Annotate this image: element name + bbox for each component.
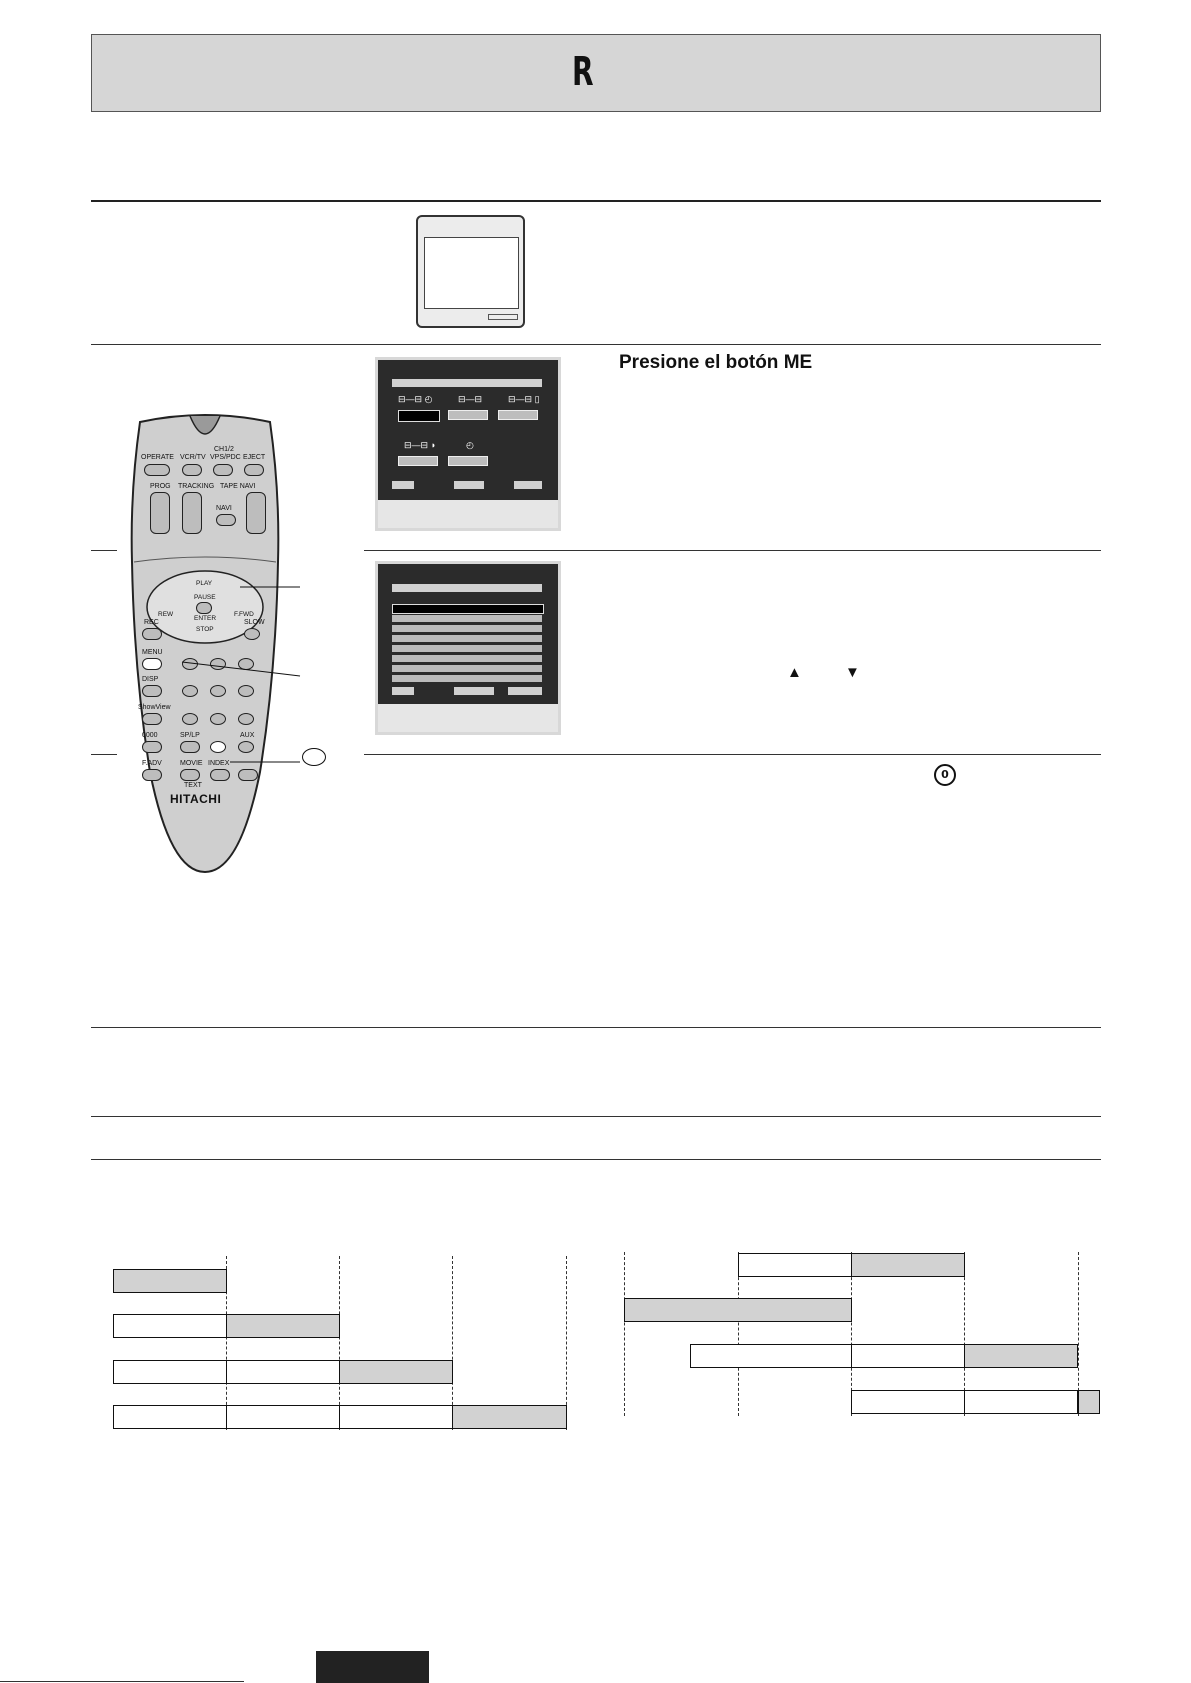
navi-label: NAVI <box>216 505 232 512</box>
operate-label: OPERATE <box>141 454 174 461</box>
prog-label: PROG <box>150 483 171 490</box>
timer-icon: ⊟—⊟ ◴ <box>398 394 433 404</box>
fadv-label: F.ADV <box>142 760 162 767</box>
timeline-cell <box>113 1405 227 1429</box>
osd-selected-box <box>398 410 440 422</box>
navi-button[interactable] <box>216 514 236 526</box>
osd-nav-icon <box>454 481 484 489</box>
rew-label: REW <box>158 611 174 618</box>
arrow-up-icon: ▲ <box>787 664 802 681</box>
section-divider <box>91 1159 1101 1160</box>
counter-label: 0000 <box>142 732 158 739</box>
timeline-cell <box>964 1390 1078 1414</box>
timeline-cell <box>452 1405 567 1429</box>
section-divider-left <box>91 550 117 551</box>
vps-pdc-button[interactable] <box>213 464 233 476</box>
tv-icon <box>416 215 525 328</box>
timeline-cell <box>690 1344 852 1368</box>
osd-row <box>392 615 542 622</box>
eject-button[interactable] <box>244 464 264 476</box>
rec-label: REC <box>144 619 159 626</box>
page-tab <box>316 1651 429 1683</box>
page-title: R <box>572 49 594 95</box>
fadv-button[interactable] <box>142 769 162 781</box>
callout-lines <box>180 580 370 770</box>
pause-label: PAUSE <box>194 594 216 601</box>
dash-line <box>624 1252 625 1416</box>
timeline-cell <box>851 1253 965 1277</box>
setup-icon: ⊟—⊟ ▯ <box>508 394 540 404</box>
dash-line <box>339 1256 340 1430</box>
prog-rocker[interactable] <box>150 492 170 534</box>
osd-row <box>392 625 542 632</box>
index-label: INDEX <box>208 760 230 767</box>
tracking-rocker[interactable] <box>182 492 202 534</box>
movie-label: MOVIE <box>180 760 203 767</box>
ch12-label: CH1/2 <box>214 446 234 453</box>
section-divider-left <box>91 754 117 755</box>
slow-label: SLOW <box>244 619 265 626</box>
movie-button[interactable] <box>180 769 200 781</box>
showview-button[interactable] <box>142 713 162 725</box>
timeline-cell <box>113 1314 227 1338</box>
osd-box <box>498 410 538 420</box>
timeline-cell <box>226 1405 340 1429</box>
sound-icon: ⊟—⊟ ◗ <box>404 440 437 450</box>
menu-button[interactable] <box>142 658 162 670</box>
disp-button[interactable] <box>142 685 162 697</box>
osd-title-bar <box>392 379 542 387</box>
osd-nav-icon <box>392 481 414 489</box>
osd-row <box>392 655 542 662</box>
osd-list-menu <box>375 561 561 735</box>
osd-row <box>392 665 542 672</box>
timeline-cell <box>1078 1390 1100 1414</box>
play-label: PLAY <box>196 580 213 587</box>
osd-bezel <box>378 500 558 528</box>
showview-label: ShowView <box>138 704 171 711</box>
rec-button[interactable] <box>142 628 162 640</box>
ffwd-label: F.FWD <box>234 611 254 618</box>
index-button[interactable] <box>210 769 230 781</box>
aux-label: AUX <box>240 732 255 739</box>
osd-row <box>392 675 542 682</box>
osd-nav-icon <box>514 481 542 489</box>
section-divider <box>91 1027 1101 1028</box>
text-label: TEXT <box>184 782 202 789</box>
clock-icon: ◴ <box>466 440 474 450</box>
step2-instruction: Presione el botón ME <box>619 352 813 373</box>
osd-box <box>448 456 488 466</box>
timeline-cell <box>964 1344 1078 1368</box>
osd-row <box>392 645 542 652</box>
enter-label: ENTER <box>194 615 217 622</box>
section-divider <box>364 754 1101 755</box>
footer-line <box>0 1681 244 1682</box>
section-divider <box>91 200 1101 202</box>
vcr-tv-button[interactable] <box>182 464 202 476</box>
timeline-cell <box>624 1298 852 1322</box>
timeline-cell <box>851 1344 965 1368</box>
title-bar <box>91 34 1101 112</box>
osd-row <box>392 635 542 642</box>
osd-box <box>398 456 438 466</box>
blank-button[interactable] <box>238 769 258 781</box>
timeline-cell <box>851 1390 965 1414</box>
vcr-tv-label: VCR/TV <box>180 454 206 461</box>
timeline-cell <box>226 1314 340 1338</box>
brand-logo: HITACHI <box>170 792 222 806</box>
osd-nav-icon <box>392 687 414 695</box>
osd-title-bar <box>392 584 542 592</box>
timeline-cell <box>339 1360 453 1384</box>
arrow-down-icon: ▼ <box>845 664 860 681</box>
section-divider <box>364 550 1101 551</box>
timeline-cell <box>113 1360 227 1384</box>
section-divider <box>91 1116 1101 1117</box>
tv-screen <box>424 237 519 309</box>
osd-box <box>448 410 488 420</box>
osd-selected-row <box>392 604 544 614</box>
operate-button[interactable] <box>144 464 170 476</box>
osd-nav-icon <box>508 687 542 695</box>
eject-label: EJECT <box>243 454 266 461</box>
osd-bezel <box>378 704 558 732</box>
counter-button[interactable] <box>142 741 162 753</box>
zero-button-icon: 0 <box>934 764 956 786</box>
splp-label: SP/LP <box>180 732 200 739</box>
menu-label: MENU <box>142 649 163 656</box>
osd-main-menu <box>375 357 561 531</box>
tv-control-panel <box>488 314 518 320</box>
dash-line <box>566 1256 567 1430</box>
timeline-cell <box>339 1405 453 1429</box>
callout-circle <box>302 748 326 766</box>
section-divider <box>91 344 1101 345</box>
timeline-cell <box>226 1360 340 1384</box>
osd-nav-icon <box>454 687 494 695</box>
tracking-label: TRACKING <box>178 483 215 490</box>
dash-line <box>452 1256 453 1430</box>
stop-label: STOP <box>196 626 214 633</box>
tape-navi-rocker[interactable] <box>246 492 266 534</box>
timeline-cell <box>738 1253 852 1277</box>
disp-label: DISP <box>142 676 159 683</box>
tape-icon: ⊟—⊟ <box>458 394 483 404</box>
timeline-cell <box>113 1269 227 1293</box>
vps-pdc-label: VPS/PDC <box>210 454 241 461</box>
tape-navi-label: TAPE NAVI <box>220 483 256 490</box>
